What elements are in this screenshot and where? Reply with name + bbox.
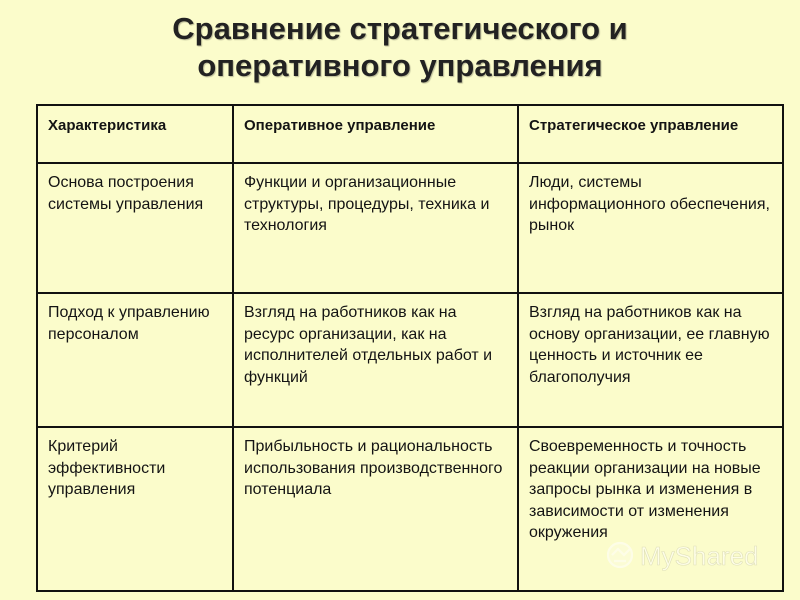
table-cell-operational: Функции и организационные структуры, процедуры, техника и технология xyxy=(233,163,518,293)
page-title xyxy=(40,10,760,84)
header-strategic: Стратегическое управление xyxy=(518,105,783,163)
table-cell-characteristic: Критерий эффективности управления xyxy=(37,427,233,591)
header-operational: Оперативное управление xyxy=(233,105,518,163)
watermark-text: MyShared xyxy=(640,541,759,571)
table-cell-characteristic: Подход к управлению персоналом xyxy=(37,293,233,427)
table-cell-operational: Прибыльность и рациональность использования производственного потенциала xyxy=(233,427,518,591)
table-row xyxy=(37,293,783,427)
table-cell-strategic: Своевременность и точность реакции организации на новые запросы рынка и изменения в зависимости от изменения окружения xyxy=(518,427,783,591)
title-line-2: оперативного управления xyxy=(197,48,603,83)
table-cell-operational: Взгляд на работников как на ресурс организации, как на исполнителей отдельных работ и функций xyxy=(233,293,518,427)
table-cell-strategic: Взгляд на работников как на основу организации, ее главную ценность и источник ее благополучия xyxy=(518,293,783,427)
table-cell-strategic: Люди, системы информационного обеспечения, рынок xyxy=(518,163,783,293)
title-line-1: Сравнение стратегического и xyxy=(172,11,628,46)
table-row xyxy=(37,163,783,293)
table-cell-characteristic: Основа построения системы управления xyxy=(37,163,233,293)
comparison-table xyxy=(36,104,784,592)
table-row xyxy=(37,427,783,591)
header-characteristic: Характеристика xyxy=(37,105,233,163)
table-header-row xyxy=(37,105,783,163)
